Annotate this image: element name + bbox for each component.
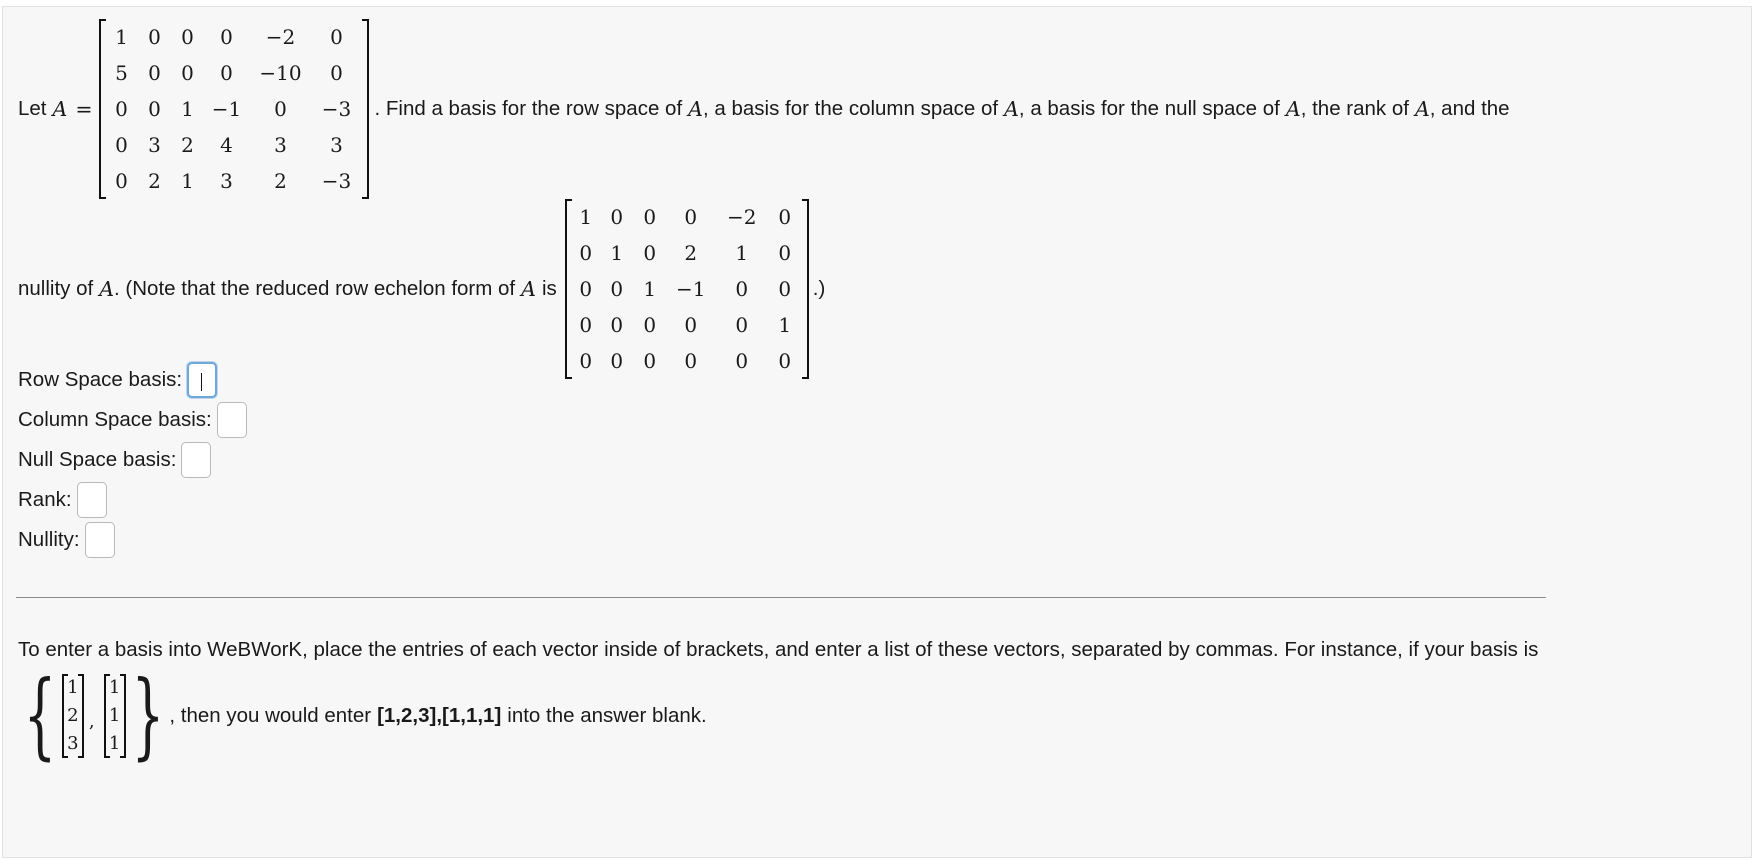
- matrix-cell: 0: [274, 97, 287, 121]
- var-a: A: [1004, 97, 1019, 121]
- var-a: A: [521, 277, 536, 301]
- example-vector-2: [104, 674, 126, 758]
- text-nullity-of: nullity of: [18, 277, 94, 300]
- matrix-cell: 0: [684, 349, 698, 373]
- matrix-cell: 0: [684, 205, 698, 229]
- vector-entry: 1: [108, 677, 121, 698]
- problem-statement-line1: [18, 19, 1510, 199]
- row-space-input[interactable]: [187, 362, 217, 398]
- matrix-row: [572, 271, 802, 307]
- rank-input[interactable]: [77, 482, 107, 518]
- var-a: A: [99, 277, 115, 301]
- matrix-cell: 0: [735, 349, 749, 373]
- matrix-cell: 0: [643, 349, 657, 373]
- rank-row: [18, 482, 107, 518]
- text-note: . (Note that the reduced row echelon form of: [114, 277, 516, 300]
- divider: [16, 597, 1546, 598]
- var-a: A: [1414, 97, 1430, 121]
- matrix-cell: 0: [148, 97, 161, 121]
- text-rank: , the rank of: [1300, 97, 1409, 120]
- matrix-cell: 0: [610, 277, 624, 301]
- equals-sign: =: [75, 97, 93, 121]
- matrix-cell: 1: [778, 313, 792, 337]
- nullity-row: [18, 522, 115, 558]
- vector-entry: 2: [67, 705, 79, 726]
- column-space-label: Column Space basis:: [18, 408, 212, 431]
- null-space-input[interactable]: [181, 442, 211, 478]
- var-a: A: [1285, 97, 1301, 121]
- matrix-row: [106, 163, 362, 199]
- matrix-cell: 0: [115, 97, 128, 121]
- matrix-cell: 1: [181, 97, 194, 121]
- matrix-cell: 0: [684, 313, 698, 337]
- matrix-cell: 5: [115, 61, 128, 85]
- matrix-cell: −10: [259, 61, 302, 85]
- text-is: is: [541, 277, 557, 300]
- matrix-cell: 3: [220, 169, 233, 193]
- matrix-cell: 0: [579, 349, 593, 373]
- row-space-row: [18, 362, 217, 398]
- matrix-cell: 0: [181, 61, 194, 85]
- matrix-cell: 0: [220, 25, 233, 49]
- matrix-a-table: [106, 19, 362, 199]
- rank-label: Rank:: [18, 488, 72, 511]
- matrix-cell: 2: [148, 169, 161, 193]
- matrix-row: [572, 343, 802, 379]
- text-null: , a basis for the null space of: [1018, 97, 1280, 120]
- matrix-cell: 2: [274, 169, 287, 193]
- matrix-cell: 0: [778, 205, 792, 229]
- matrix-cell: 0: [643, 313, 657, 337]
- instructions-text: To enter a basis into WeBWorK, place the entries of each vector inside of brackets, and enter a list of these vectors, separated by commas. For instance, if your basis is: [18, 638, 1539, 661]
- open-brace: {: [23, 661, 57, 770]
- then-text: , then you would enter: [169, 704, 372, 727]
- matrix-cell: 1: [181, 169, 194, 193]
- matrix-cell: 0: [220, 61, 233, 85]
- example-basis: [18, 661, 707, 770]
- matrix-row: [572, 235, 802, 271]
- matrix-row: [106, 91, 362, 127]
- matrix-row: [572, 307, 802, 343]
- matrix-cell: 0: [115, 169, 128, 193]
- matrix-cell: 2: [684, 241, 698, 265]
- matrix-cell: 0: [579, 313, 593, 337]
- matrix-row: [106, 127, 362, 163]
- text-and: , and the: [1429, 97, 1510, 120]
- column-space-row: [18, 402, 247, 438]
- matrix-cell: −1: [211, 97, 242, 121]
- matrix-cell: 0: [735, 277, 749, 301]
- matrix-cell: −2: [265, 25, 296, 49]
- vector-entry: 1: [67, 677, 79, 698]
- matrix-cell: 0: [778, 241, 792, 265]
- matrix-cell: 1: [610, 241, 624, 265]
- matrix-cell: 1: [643, 277, 657, 301]
- matrix-cell: 0: [643, 241, 657, 265]
- into-text: into the answer blank.: [507, 704, 707, 727]
- matrix-cell: −1: [676, 277, 706, 301]
- matrix-cell: 0: [330, 25, 343, 49]
- matrix-row: [106, 19, 362, 55]
- rref-table: [572, 199, 802, 379]
- problem-panel: [2, 6, 1752, 858]
- row-space-label: Row Space basis:: [18, 368, 183, 391]
- matrix-cell: 0: [148, 25, 161, 49]
- text-caret: [201, 373, 202, 391]
- matrix-row: [106, 55, 362, 91]
- matrix-cell: 0: [778, 349, 792, 373]
- let-text: Let: [18, 97, 47, 120]
- text-col: , a basis for the column space of: [702, 97, 999, 120]
- column-space-input[interactable]: [217, 402, 247, 438]
- matrix-cell: 4: [220, 133, 233, 157]
- matrix-cell: 0: [610, 313, 624, 337]
- var-a: A: [52, 97, 68, 121]
- matrix-cell: 0: [579, 277, 593, 301]
- problem-statement-line2: [18, 199, 825, 379]
- vector-entry: 1: [108, 705, 121, 726]
- matrix-cell: 0: [778, 277, 792, 301]
- matrix-cell: 0: [181, 25, 194, 49]
- nullity-input[interactable]: [85, 522, 115, 558]
- matrix-cell: 3: [330, 133, 343, 157]
- vector-comma: ,: [88, 710, 95, 732]
- matrix-cell: 0: [148, 61, 161, 85]
- var-a: A: [688, 97, 703, 121]
- rref-matrix: [565, 199, 809, 379]
- null-space-label: Null Space basis:: [18, 448, 177, 471]
- matrix-cell: 1: [115, 25, 128, 49]
- matrix-cell: 1: [579, 205, 593, 229]
- example-vector-1: [62, 674, 84, 758]
- matrix-cell: −3: [321, 169, 352, 193]
- matrix-cell: 0: [610, 349, 624, 373]
- vector-entry: 3: [67, 733, 79, 754]
- matrix-cell: 2: [181, 133, 194, 157]
- close-brace: }: [131, 661, 164, 770]
- matrix-a: [99, 19, 369, 199]
- matrix-cell: 0: [735, 313, 749, 337]
- matrix-cell: −2: [727, 205, 757, 229]
- text-find: . Find a basis for the row space of: [374, 97, 683, 120]
- matrix-cell: 3: [148, 133, 161, 157]
- matrix-cell: 0: [115, 133, 128, 157]
- text-close: .): [812, 277, 826, 300]
- matrix-cell: 3: [274, 133, 287, 157]
- matrix-row: [572, 199, 802, 235]
- matrix-cell: 1: [735, 241, 749, 265]
- example-entry: [1,2,3],[1,1,1]: [377, 704, 502, 727]
- matrix-cell: 0: [330, 61, 343, 85]
- vector-entry: 1: [108, 733, 121, 754]
- matrix-cell: 0: [643, 205, 657, 229]
- matrix-cell: 0: [579, 241, 593, 265]
- null-space-row: [18, 442, 211, 478]
- nullity-label: Nullity:: [18, 528, 80, 551]
- matrix-cell: 0: [610, 205, 624, 229]
- matrix-cell: −3: [321, 97, 352, 121]
